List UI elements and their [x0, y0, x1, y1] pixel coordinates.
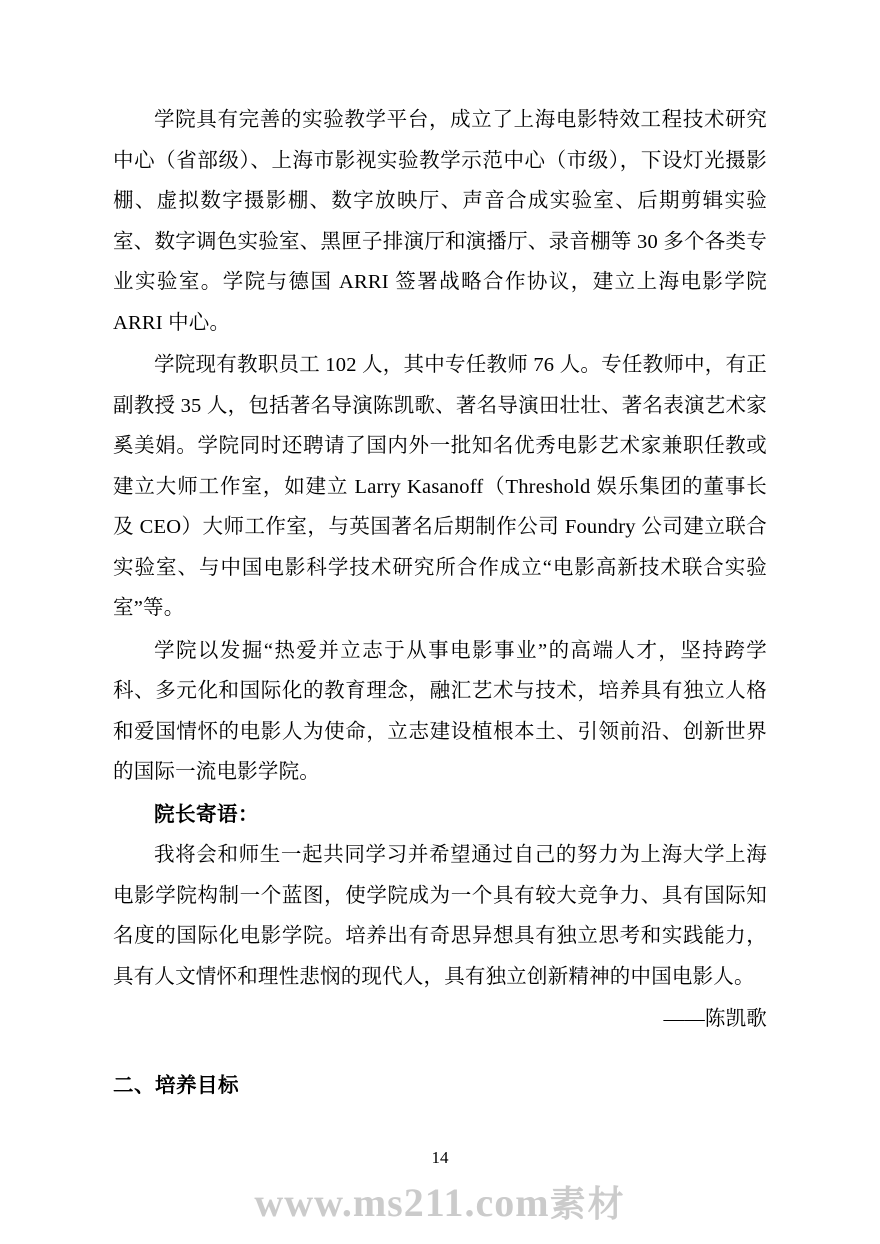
- paragraph-dean-message: 我将会和师生一起共同学习并希望通过自己的努力为上海大学上海电影学院构制一个蓝图，使学院成为一个具有较大竞争力、具有国际知名度的国际化电影学院。培养出有奇思异想具有独立思考和实践能力，具有人文情怀和理性悲悯的现代人，具有独立创新精神的中国电影人。: [113, 844, 767, 988]
- dean-signature: ——陈凯歌: [663, 1008, 767, 1030]
- paragraph-faculty: 学院现有教职员工 102 人，其中专任教师 76 人。专任教师中，有正副教授 35 人，包括著名导演陈凯歌、著名导演田壮壮、著名表演艺术家奚美娟。学院同时还聘请了国内外一批知名优秀电影艺术家兼职任教或建立大师工作室，如建立 Larry Kasanoff（Threshold 娱乐集团的董事长及 CEO）大师工作室，与英国著名后期制作公司 Foundry 公司建立联合实验室、与中国电影科学技术研究所合作成立“电影高新技术联合实验室”等。: [113, 354, 767, 619]
- watermark-suffix: 素材: [549, 1184, 626, 1224]
- paragraph-facilities: 学院具有完善的实验教学平台，成立了上海电影特效工程技术研究中心（省部级）、上海市影视实验教学示范中心（市级），下设灯光摄影棚、虚拟数字摄影棚、数字放映厅、声音合成实验室、后期剪辑实验室、数字调色实验室、黑匣子排演厅和演播厅、录音棚等 30 多个各类专业实验室。学院与德国 ARRI 签署战略合作协议，建立上海电影学院 ARRI 中心。: [113, 109, 767, 334]
- watermark-url: www.ms211.com: [254, 1180, 550, 1225]
- page-number: 14: [431, 1148, 449, 1167]
- document-body: [113, 100, 767, 1106]
- section-title-training-objectives: 二、培养目标: [113, 1073, 239, 1097]
- watermark: [0, 1176, 880, 1227]
- paragraph-mission: 学院以发掘“热爱并立志于从事电影事业”的高端人才，坚持跨学科、多元化和国际化的教育理念，融汇艺术与技术，培养具有独立人格和爱国情怀的电影人为使命，立志建设植根本土、引领前沿、创新世界的国际一流电影学院。: [113, 639, 767, 783]
- dean-message-heading: 院长寄语：: [154, 802, 259, 826]
